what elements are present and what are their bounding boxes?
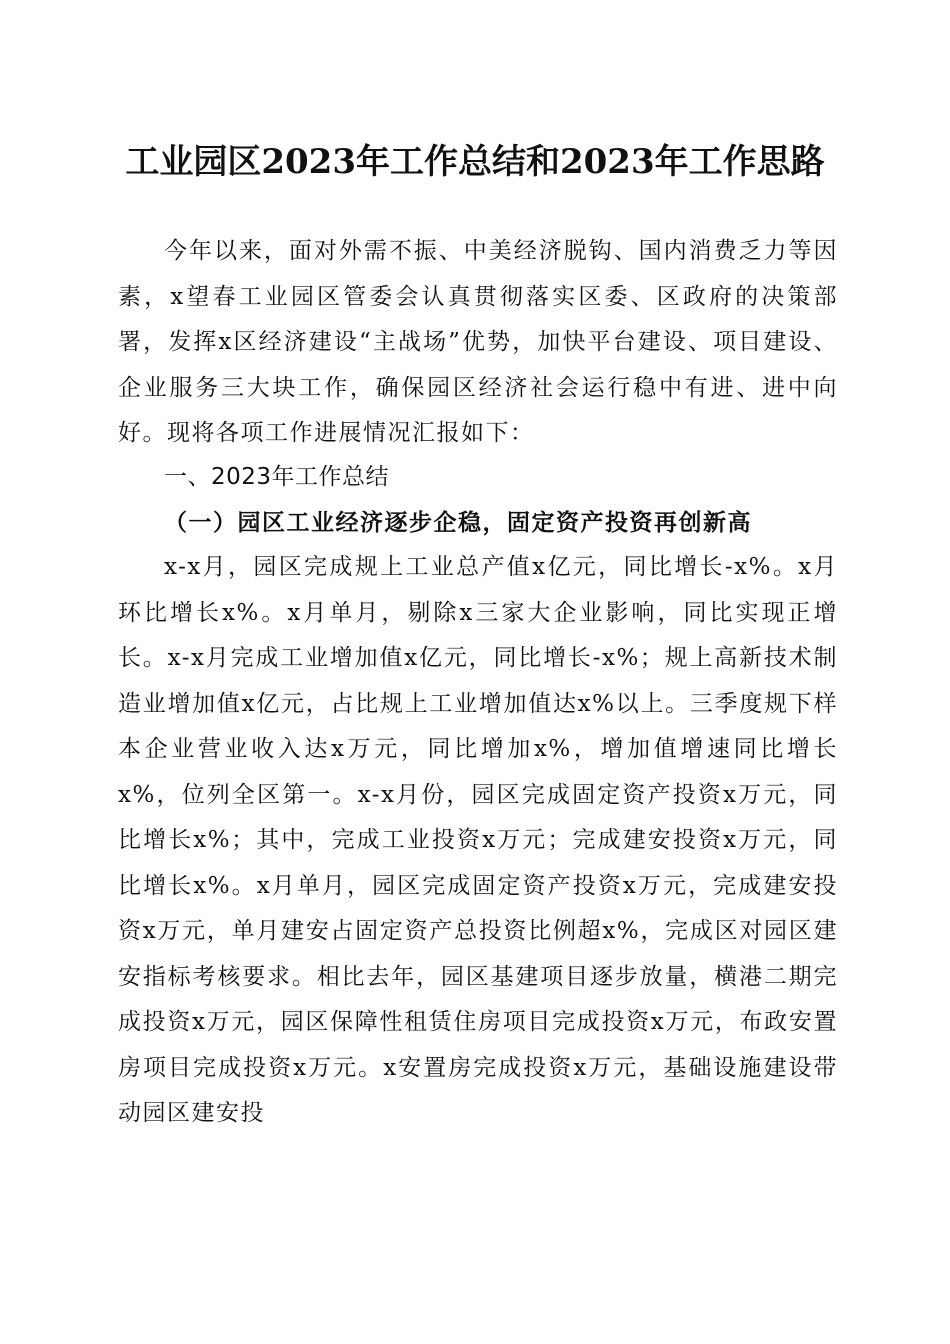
intro-paragraph: 今年以来，面对外需不振、中美经济脱钩、国内消费乏力等因素，x望春工业园区管委会认真贯彻落实区委、区政府的决策部署，发挥x区经济建设“主战场”优势，加快平台建设、项目建设、企业服务三大块工作，确保园区经济社会运行稳中有进、进中向好。现将各项工作进展情况汇报如下：	[118, 238, 838, 446]
subsection-paragraph: x-x月，园区完成规上工业总产值x亿元，同比增长-x%。x月环比增长x%。x月单月，剔除x三家大企业影响，同比实现正增长。x-x月完成工业增加值x亿元，同比增长-x%；规上高新技术制造业增加值x亿元，占比规上工业增加值达x%以上。三季度规下样本企业营业收入达x万元，同比增加x%，增加值增速同比增长x%，位列全区第一。x-x月份，园区完成固定资产投资x万元，同比增长x%；其中，完成工业投资x万元；完成建安投资x万元，同比增长x%。x月单月，园区完成固定资产投资x万元，完成建安投资x万元，单月建安占固定资产总投资比例超x%，完成区对园区建安指标考核要求。相比去年，园区基建项目逐步放量，横港二期完成投资x万元，园区保障性租赁住房项目完成投资x万元，布政安置房项目完成投资x万元。x安置房完成投资x万元，基础设施建设带动园区建安投	[118, 554, 838, 1126]
subsection-heading: （一）园区工业经济逐步企稳，固定资产投资再创新高	[164, 509, 752, 536]
document-title: 工业园区2023年工作总结和2023年工作思路	[125, 142, 825, 182]
section-heading: 一、2023年工作总结	[164, 464, 390, 490]
